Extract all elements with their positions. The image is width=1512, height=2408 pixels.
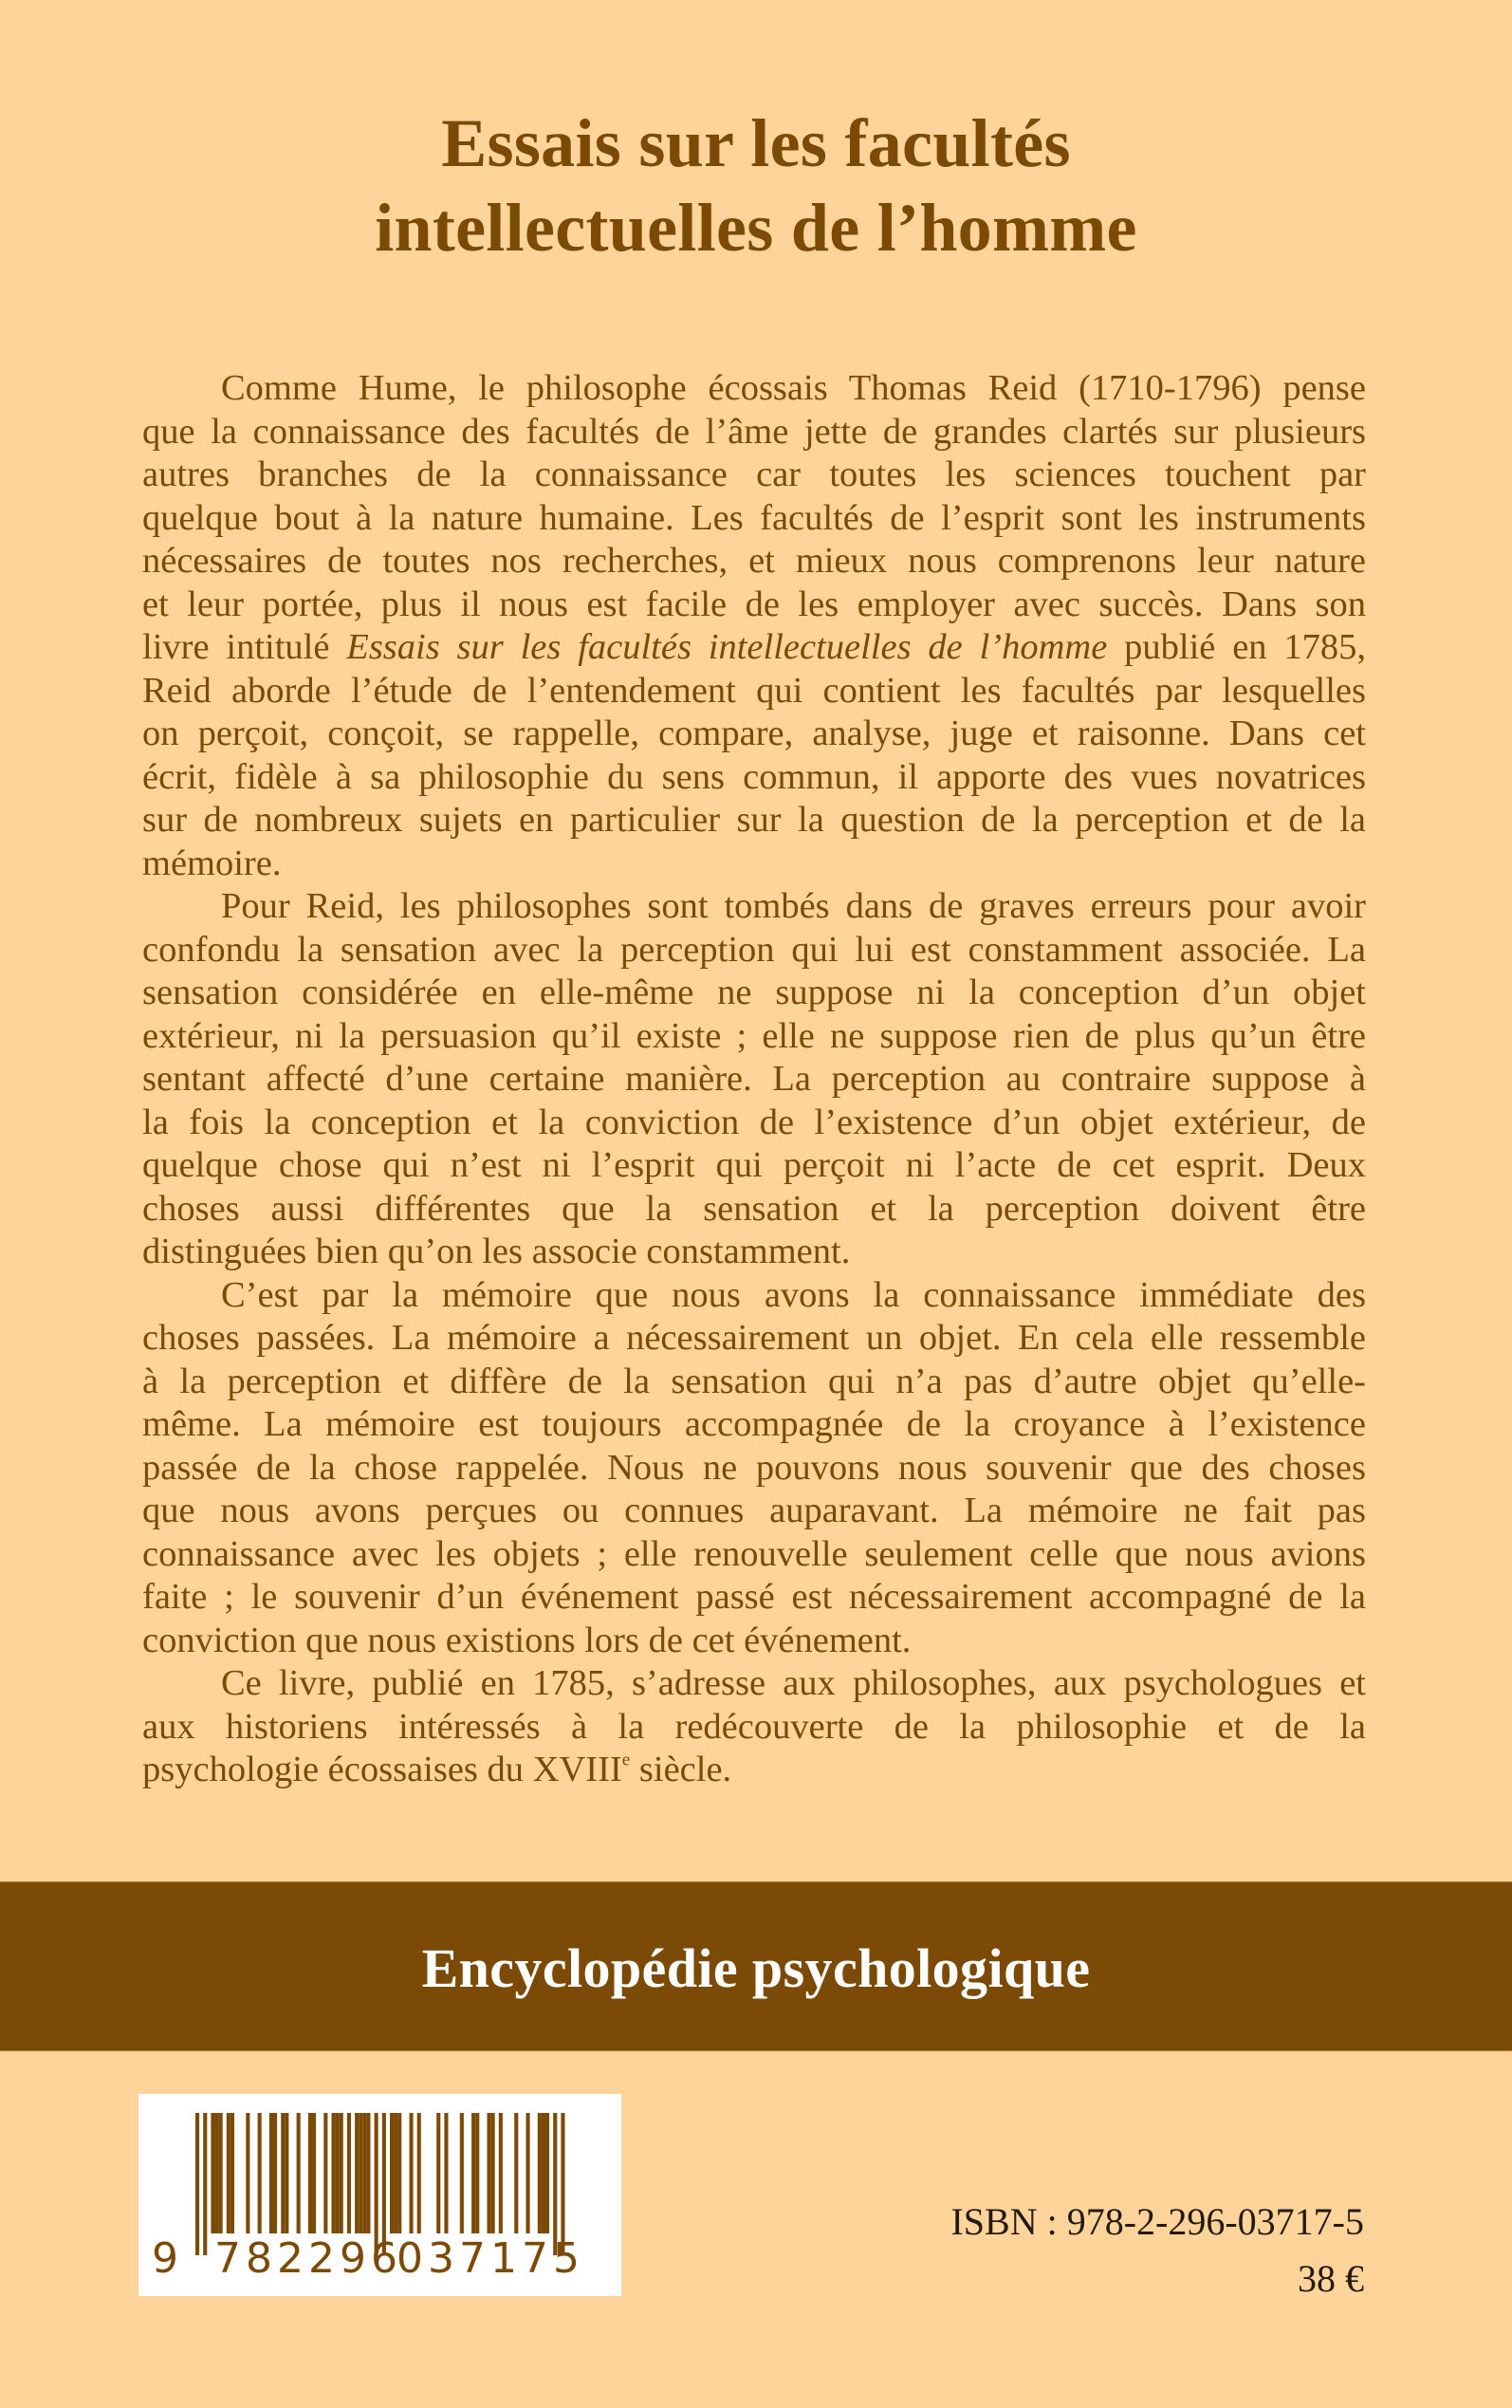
- blurb-paragraph: [142, 885, 1366, 1274]
- blurb-line: Reid aborde l’étude de l’entendement qui contient les facultés par lesquelles: [142, 670, 1366, 711]
- book-title: [0, 102, 1512, 270]
- blurb-paragraph: [142, 1274, 1366, 1663]
- blurb-line: C’est par la mémoire que nous avons la connaissance immédiate des: [221, 1274, 1366, 1315]
- blurb-line: conviction que nous existions lors de cet événement.: [142, 1620, 912, 1660]
- blurb-line: quelque bout à la nature humaine. Les facultés de l’esprit sont les instruments: [142, 497, 1366, 538]
- blurb-line: faite ; le souvenir d’un événement passé est nécessairement accompagné de la: [142, 1577, 1366, 1617]
- blurb-line: écrit, fidèle à sa philosophie du sens commun, il apporte des vues novatrices: [142, 756, 1366, 797]
- blurb-line: que nous avons perçues ou connues auparavant. La mémoire ne fait pas: [142, 1491, 1366, 1530]
- blurb-line: psychologie écossaises du XVIIIe siècle.: [142, 1750, 732, 1789]
- blurb-line: quelque chose qui n’est ni l’esprit qui perçoit ni l’acte de cet esprit. Deux: [142, 1145, 1366, 1185]
- blurb-paragraph: [142, 1662, 1366, 1792]
- book-title-italic: Essais sur les facultés intellectuelles de l’homme: [346, 627, 1108, 667]
- ordinal-superscript: e: [621, 1750, 631, 1770]
- blurb-line: autres branches de la connaissance car toutes les sciences touchent par: [142, 454, 1366, 494]
- blurb-line: à la perception et diffère de la sensation qui n’a pas d’autre objet qu’elle-: [142, 1361, 1366, 1401]
- barcode-digits: 037175: [396, 2234, 584, 2283]
- blurb-line: passée de la chose rappelée. Nous ne pouvons nous souvenir que des choses: [142, 1447, 1366, 1488]
- blurb-line: mémoire.: [142, 843, 282, 883]
- blurb-line: Comme Hume, le philosophe écossais Thomas Reid (1710-1796) pense: [221, 368, 1366, 408]
- barcode-digits: 9: [152, 2234, 183, 2283]
- blurb-line: et leur portée, plus il nous est facile de les employer avec succès. Dans son: [142, 583, 1366, 624]
- blurb-line: Ce livre, publié en 1785, s’adresse aux philosophes, aux psychologues et: [221, 1663, 1366, 1703]
- price-label: 38 €: [1298, 2257, 1364, 2300]
- back-cover-blurb: [142, 367, 1366, 1792]
- blurb-line: Pour Reid, les philosophes sont tombés dans de graves erreurs pour avoir: [221, 886, 1366, 926]
- blurb-line: extérieur, ni la persuasion qu’il existe ; elle ne suppose rien de plus qu’un être: [142, 1015, 1366, 1056]
- blurb-line: que la connaissance des facultés de l’âme jette de grandes clartés sur plusieurs: [142, 411, 1366, 452]
- blurb-line: choses aussi différentes que la sensation et la perception doivent être: [142, 1188, 1366, 1229]
- barcode: [138, 2094, 621, 2296]
- blurb-line: même. La mémoire est toujours accompagnée de la croyance à l’existence: [142, 1404, 1366, 1444]
- book-title-line-1: Essais sur les facultés: [441, 105, 1071, 181]
- barcode-icon: [138, 2094, 621, 2296]
- series-band: [0, 1881, 1512, 2051]
- blurb-line: la fois la conception et la conviction de l’existence d’un objet extérieur, de: [142, 1102, 1366, 1142]
- blurb-line: on perçoit, conçoit, se rappelle, compare, analyse, juge et raisonne. Dans cet: [142, 713, 1366, 753]
- blurb-line: sentant affecté d’une certaine manière. La perception au contraire suppose à: [142, 1059, 1366, 1099]
- blurb-line: sur de nombreux sujets en particulier sur la question de la perception et de la: [142, 800, 1366, 840]
- blurb-line: livre intitulé Essais sur les facultés intellectuelles de l’homme publié en 1785,: [142, 627, 1366, 667]
- book-title-line-2: intellectuelles de l’homme: [375, 190, 1137, 266]
- blurb-line: connaissance avec les objets ; elle renouvelle seulement celle que nous avions: [142, 1533, 1366, 1574]
- barcode-digits: 782296: [214, 2234, 402, 2283]
- series-name: Encyclopédie psychologique: [421, 1937, 1091, 1999]
- blurb-line: confondu la sensation avec la perception qui lui est constamment associée. La: [142, 929, 1366, 970]
- blurb-line: distinguées bien qu’on les associe constamment.: [142, 1232, 851, 1271]
- blurb-paragraph: [142, 367, 1366, 885]
- blurb-line: sensation considérée en elle-même ne suppose ni la conception d’un objet: [142, 972, 1366, 1012]
- blurb-line: nécessaires de toutes nos recherches, et mieux nous comprenons leur nature: [142, 541, 1366, 581]
- isbn-label: ISBN : 978-2-296-03717-5: [950, 2200, 1364, 2243]
- blurb-line: aux historiens intéressés à la redécouverte de la philosophie et de la: [142, 1706, 1366, 1747]
- blurb-line: choses passées. La mémoire a nécessairement un objet. En cela elle ressemble: [142, 1318, 1366, 1358]
